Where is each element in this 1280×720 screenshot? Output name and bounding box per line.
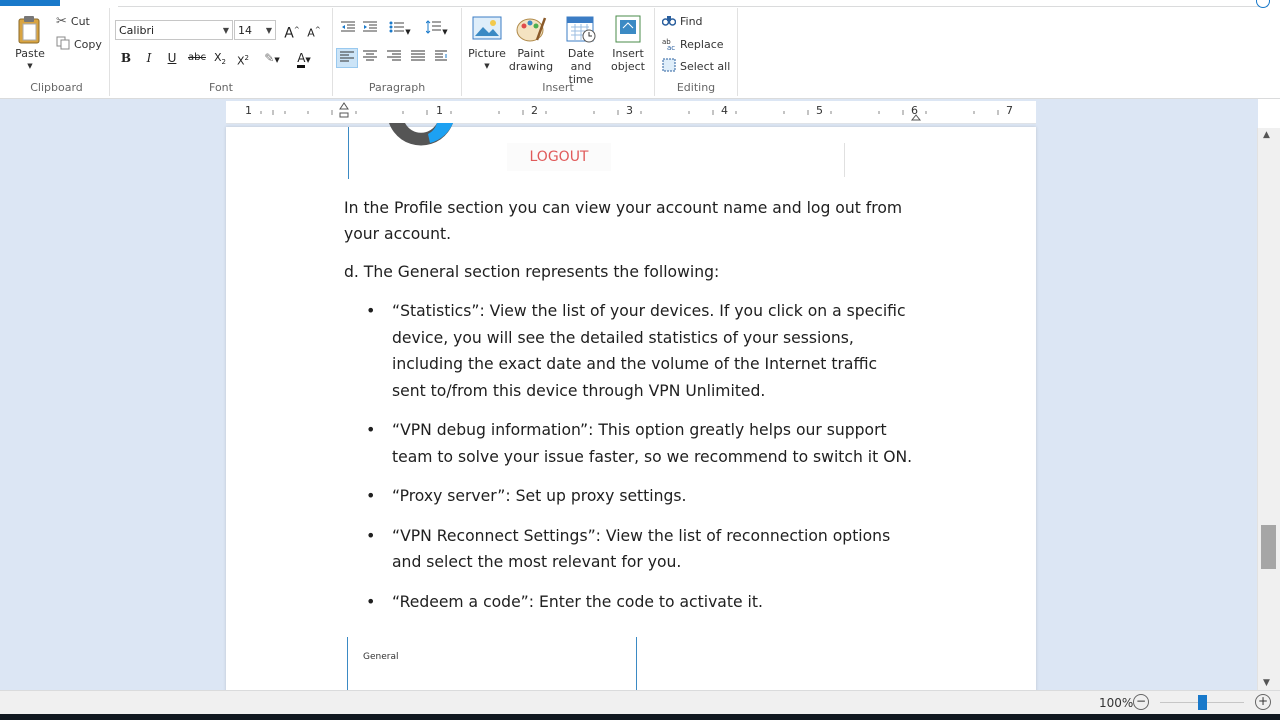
chevron-down-icon: ▼ (265, 26, 272, 35)
zoom-slider-thumb[interactable] (1198, 695, 1207, 710)
embedded-screenshot-general (347, 637, 637, 690)
vertical-scrollbar[interactable] (1257, 128, 1280, 690)
list-item (344, 417, 922, 470)
replace-button[interactable] (662, 36, 724, 53)
insert-object-label-1: Insert (612, 47, 644, 60)
line-spacing-icon[interactable]: ▼ (423, 20, 451, 40)
binoculars-icon (662, 14, 676, 29)
picture-icon (471, 14, 503, 44)
zoom-out-button[interactable]: − (1133, 694, 1149, 710)
document-body (344, 195, 924, 615)
zoom-in-button[interactable]: + (1255, 694, 1271, 710)
ribbon (0, 0, 1280, 99)
list-item (344, 483, 924, 510)
paragraph-group-label: Paragraph (368, 81, 426, 94)
paragraph-group (333, 8, 462, 96)
paragraph-settings-icon[interactable] (432, 48, 452, 68)
font-group-label: Font (209, 81, 233, 94)
donut-chart-icon (385, 123, 475, 169)
paste-dropdown-icon[interactable]: ▼ (27, 62, 33, 70)
copy-label: Copy (74, 38, 102, 51)
ruler[interactable] (226, 101, 1036, 124)
taskbar (0, 714, 1280, 720)
ruler-number: 5 (816, 104, 823, 117)
justify-icon[interactable] (408, 48, 428, 68)
date-time-label-2: time (568, 73, 594, 86)
bullet-text: “Proxy server”: Set up proxy settings. (392, 487, 687, 505)
font-size-select[interactable] (234, 20, 276, 40)
insert-object-button[interactable] (605, 14, 651, 73)
align-center-icon[interactable] (360, 48, 380, 68)
ruler-number: 1 (436, 104, 443, 117)
paste-icon (14, 14, 46, 44)
insert-group (462, 8, 655, 96)
find-button[interactable] (662, 14, 703, 29)
ruler-number: 6 (911, 104, 918, 117)
picture-label: Picture (468, 47, 506, 60)
date-time-label-1: Date and (567, 47, 595, 73)
ruler-number: 1 (245, 104, 252, 117)
paste-label: Paste (15, 47, 45, 60)
font-size-value: 14 (238, 24, 252, 37)
general-intro: d. The General section represents the following: (344, 263, 720, 281)
paste-button[interactable] (10, 14, 50, 73)
replace-icon (662, 36, 676, 53)
find-label: Find (680, 15, 703, 28)
list-item (344, 589, 924, 616)
bold-button[interactable]: B (120, 51, 132, 65)
shrink-font-button[interactable]: A^ (307, 26, 321, 40)
italic-button[interactable]: I (146, 51, 152, 65)
scissors-icon: ✂ (56, 14, 67, 29)
copy-button[interactable] (56, 36, 102, 53)
paint-drawing-label-1: Paint (517, 47, 545, 60)
bullet-text: “Redeem a code”: Enter the code to activate it. (392, 592, 763, 611)
bullet-text: “Statistics”: View the list of your devices. If you click on a specific device, you will see the detailed statistics of your sessions, including the exact date and the volume of the Internet traffic sent to/from this device through VPN Unlimited. (392, 302, 906, 400)
calendar-clock-icon (565, 14, 597, 44)
cut-label: Cut (70, 15, 90, 28)
superscript-button[interactable]: $X^2$ (236, 54, 249, 68)
font-color-icon: A (297, 51, 305, 68)
date-time-button[interactable] (556, 14, 606, 86)
insert-object-icon (612, 14, 644, 44)
svg-text:ab: ab (662, 38, 671, 46)
scrollbar-thumb[interactable] (1261, 525, 1276, 569)
highlight-button[interactable]: ✎▼ (264, 51, 280, 65)
increase-indent-icon[interactable] (360, 20, 380, 40)
picture-button[interactable] (464, 14, 510, 73)
status-bar (0, 690, 1280, 715)
font-family-value: Calibri (119, 24, 155, 37)
document-page[interactable] (226, 127, 1036, 690)
ruler-number: 4 (721, 104, 728, 117)
ribbon-tab-strip (118, 0, 1268, 7)
align-right-icon[interactable] (384, 48, 404, 68)
paint-drawing-button[interactable] (508, 14, 554, 73)
insert-group-label: Insert (542, 81, 574, 94)
scroll-down-icon[interactable]: ▼ (1263, 678, 1270, 688)
select-all-label: Select all (680, 60, 731, 73)
copy-icon (56, 36, 70, 53)
highlighter-icon: ✎ (264, 51, 275, 65)
divider (844, 143, 845, 177)
picture-dropdown-icon[interactable]: ▼ (484, 62, 490, 70)
svg-text:ac: ac (667, 44, 676, 50)
paint-palette-icon (515, 14, 547, 44)
list-item (344, 298, 912, 404)
paint-drawing-label-2: drawing (508, 60, 554, 73)
ruler-number: 2 (531, 104, 538, 117)
font-family-select[interactable] (115, 20, 233, 40)
ruler-number: 3 (626, 104, 633, 117)
cut-button[interactable] (56, 14, 90, 29)
bullet-text: “VPN debug information”: This option greatly helps our support team to solve your issue faster, so we recommend to switch it ON. (392, 421, 913, 466)
bullets-icon[interactable]: ▼ (386, 20, 414, 40)
embedded-screenshot-profile (348, 127, 845, 179)
insert-object-label-2: object (611, 60, 645, 73)
general-bullet-list (344, 298, 924, 615)
font-color-button[interactable]: A▼ (290, 48, 318, 68)
grow-font-button[interactable]: A^ (284, 25, 300, 42)
list-item (344, 523, 922, 576)
zoom-level: 100% (1099, 696, 1134, 710)
editing-group (655, 8, 738, 96)
select-all-icon (662, 58, 676, 75)
screenshot-general-label: General (363, 652, 399, 662)
ruler-number: 7 (1006, 104, 1013, 117)
scroll-up-icon[interactable]: ▲ (1263, 130, 1270, 140)
clipboard-group-label: Clipboard (30, 81, 83, 94)
title-strip (0, 0, 1280, 7)
bullet-text: “VPN Reconnect Settings”: View the list of reconnection options and select the most relevant for you. (392, 526, 891, 571)
font-group (110, 8, 333, 96)
strikethrough-button[interactable]: abc (188, 52, 206, 63)
chevron-down-icon: ▼ (222, 26, 229, 35)
profile-paragraph: In the Profile section you can view your account name and log out from your account. (344, 199, 903, 243)
editing-group-label: Editing (676, 81, 716, 94)
replace-label: Replace (680, 38, 724, 51)
document-workspace (0, 99, 1258, 690)
subscript-button[interactable]: $X_2$ (213, 51, 226, 67)
select-all-button[interactable] (662, 58, 730, 75)
underline-button[interactable]: U (167, 51, 177, 65)
logout-button: LOGOUT (507, 143, 611, 171)
file-tab[interactable] (0, 0, 60, 6)
decrease-indent-icon[interactable] (338, 20, 358, 40)
clipboard-group (4, 8, 110, 96)
align-left-icon[interactable] (336, 48, 358, 68)
